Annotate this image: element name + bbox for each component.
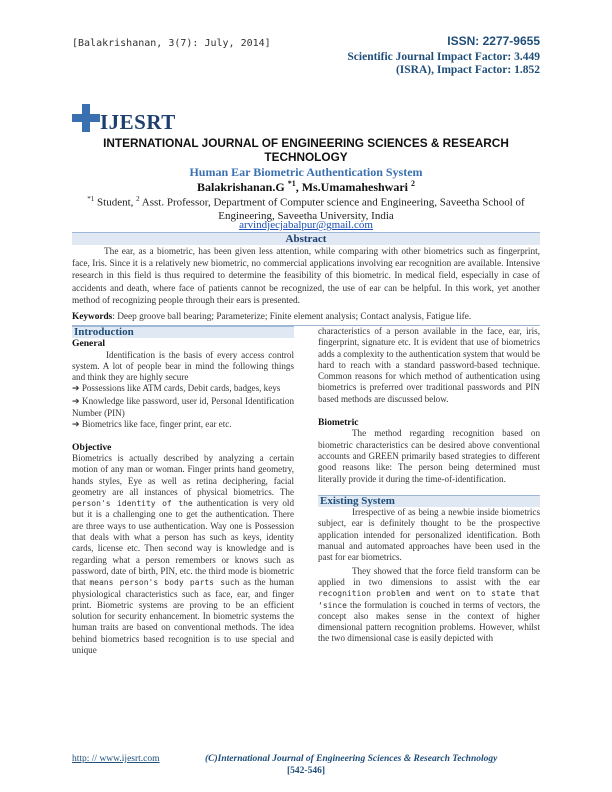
author-separator: , Ms.Umamaheshwari [295,180,412,194]
journal-logo-text: IJESRT [100,110,176,134]
impact-factor [347,51,540,77]
affil-text-2: Asst. Professor, Department of Computer science and Engineering, Saveetha School of Engineering, Saveetha University, India [139,196,525,222]
list-item [72,383,294,395]
journal-name: INTERNATIONAL JOURNAL OF ENGINEERING SCIENCES & RESEARCH TECHNOLOGY [103,136,509,164]
arrow-icon: ➔ [72,384,80,395]
objective-part-3: as the human physiological characteristics such as face, ear, and finger print. Biometric systems are proving to be an efficient solution for security enhancement. In biometric systems the human traits are based on conventional methods. The idea behind biometrics based recognition is to use special and unique [72,577,294,656]
impact-factor-line-1: Scientific Journal Impact Factor: 3.449 [347,51,540,63]
keywords [72,311,540,326]
plus-logo-icon [72,104,100,132]
existing-mono: recognition problem and went on to state that ‘since [318,589,540,610]
existing-part-1: They showed that the force field transform can be applied in two dimensions to assist with the ear [318,565,540,587]
existing-system-paragraph-2 [318,566,540,645]
objective-part-1: Biometrics is actually described by analyzing a certain motion of any man or woman. Finger prints hand geometry, hands styles, Eye as well as retina deciphering, facial geometry are all instances of physical biometrics. The [72,452,294,497]
footer-journal: (C)International Journal of Engineering Sciences & Research Technology [205,754,498,764]
issn-label: ISSN: 2277-9655 [447,34,540,48]
existing-part-2: the formulation is couched in terms of vectors, the concept also makes sense in the context of higher dimensional pattern recognition problems. However, whilst the two dimensional case is easily depicted with [318,599,540,644]
introduction-heading: Introduction [72,326,294,338]
bullet-text: Biometrics like face, finger print, ear etc. [81,419,232,430]
footer-url[interactable] [72,754,160,764]
abstract-text: The ear, as a biometric, has been given less attention, while comparing with other biometrics such as fingerprint, face, Iris. Since it is a relatively new biometric, no commercial applications involving ear recognition are available. Intensive research in this field is thus required to determine the feasibility of this biometric. In medical field, especially in case of accidents and death, where face of patients cannot be recognized, the use of ear can be helpful. In this work, yet another method of recognizing people through their ears is presented. [72,247,540,306]
citation-header: [Balakrishanan, 3(7): July, 2014] [72,38,271,49]
footer-url-text[interactable]: http: // www.ijesrt.com [72,754,160,764]
biometric-heading: Biometric [318,417,359,429]
paper-title: Human Ear Biometric Authentication System [189,165,423,179]
affil-text-1: Student, [94,196,137,209]
objective-heading: Objective [72,441,112,453]
existing-system-heading: Existing System [318,495,540,507]
keywords-text: : Deep groove ball bearing; Parameterize; Finite element analysis; Contact analysis, Fatigue life. [112,312,472,322]
arrow-icon: ➔ [72,420,80,431]
objective-text [72,453,294,656]
affil-mark-1: *1 [87,195,95,203]
objective-mono-1: person's identity of the [72,499,193,509]
keywords-label: Keywords [72,312,113,322]
general-text: Identification is the basis of every access control system. A lot of people bear in mind the following things and think they are highly secure [72,349,294,383]
existing-system-paragraph-1: Irrespective of as being a newbie inside biometrics subject, ear is definitely thought to be the prospective application intended for personalized identification. Both manual and automated approaches have been used in the past for ear biometrics. [318,507,540,563]
right-column [318,326,540,645]
list-item [72,396,294,420]
bullet-list [72,383,294,431]
list-item [72,419,294,431]
author-2-mark: 2 [411,179,416,188]
general-heading: General [72,338,106,350]
left-column [72,326,294,656]
page-range: [542-546] [287,766,325,776]
objective-mono-2: means person's body parts such [89,578,240,588]
author-email-link[interactable]: arvindjecjabalpur@gmail.com [239,219,373,231]
objective-part-2: authentication is very old but it is a challenging one to get the authentication. There are three ways to use authentication. Way one is Possession that deals with what a person has such as keys, identity cards, license etc. Then second way is knowledge and is regarding what a person remembers or knows such as password, date of birth, PIN, etc. the third mode is biometric that [72,498,294,588]
bullet-text: Knowledge like password, user id, Personal Identification Number (PIN) [72,395,294,419]
abstract-heading: Abstract [72,232,540,245]
biometric-text: The method regarding recognition based on biometric characteristics can be desired above conventional accounts and GREEN primarily based strategies to different good reasons like: The person being determined must literally provide it during the time-of-identification. [318,428,540,484]
arrow-icon: ➔ [72,396,80,407]
impact-factor-line-2: (ISRA), Impact Factor: 1.852 [395,64,540,76]
author-1-mark: *1 [287,179,296,188]
bullet-text: Possessions like ATM cards, Debit cards, badges, keys [81,383,281,394]
author-1: Balakrishanan.G [196,180,288,194]
affil-mark-2: 2 [136,195,140,203]
intro-continuation: characteristics of a person available in the face, ear, iris, fingerprint, signature etc. It is evident that use of biometrics adds a complexity to the authentication system that would be hard to reach with a standard password-based technique. Common reasons for which method of authentication using biometrics is preferred over traditional passwords and PIN based methods are discussed below. [318,326,540,404]
